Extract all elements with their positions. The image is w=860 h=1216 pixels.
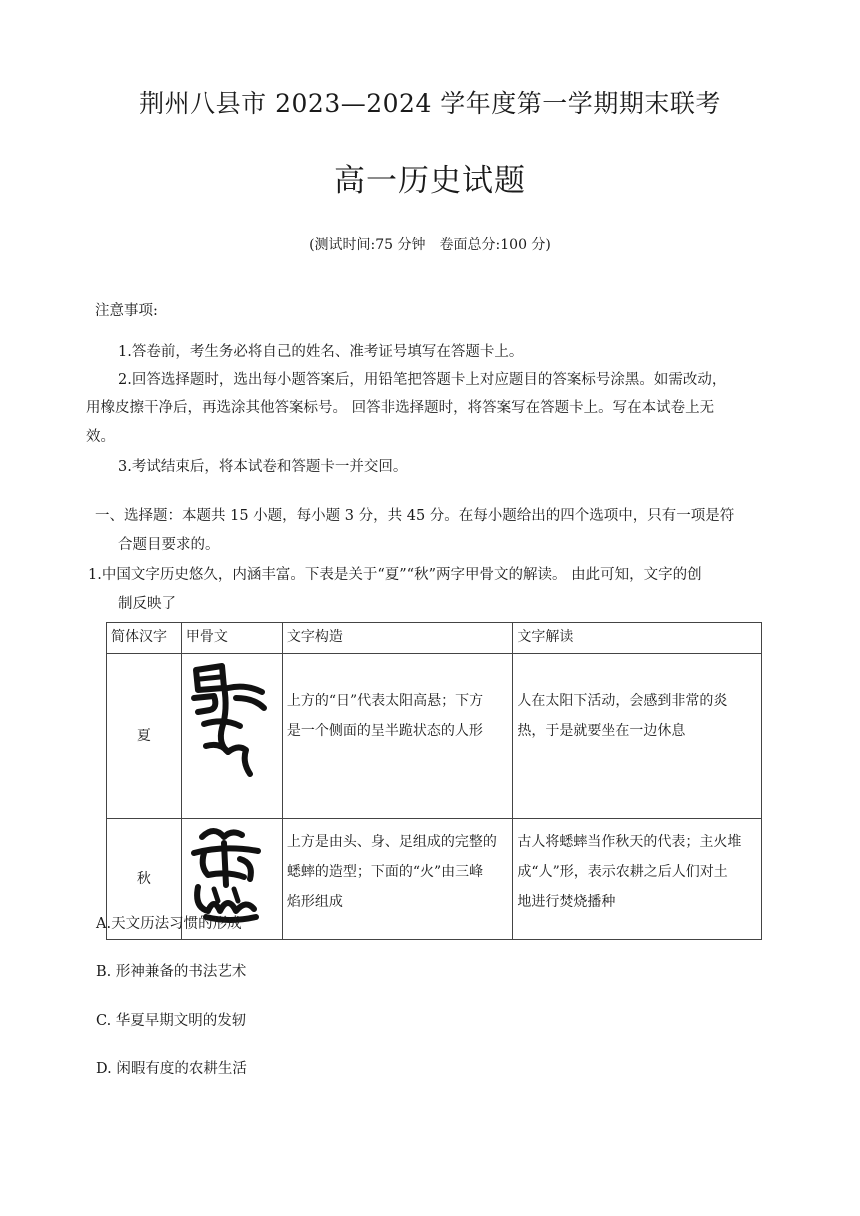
table-cell-structure [282,819,513,940]
interpretation-line: 古人将蟋蟀当作秋天的代表；主火堆 [517,834,742,850]
notice-item-1: 1.答卷前，考生务必将自己的姓名、准考证号填写在答题卡上。 [118,344,524,360]
interpretation-line: 成“人”形，表示农耕之后人们对土 [517,864,728,880]
oracle-bone-table [106,622,762,940]
option-d[interactable]: D. 闲暇有度的农耕生活 [96,1061,247,1077]
structure-line: 蟋蟀的造型；下面的“火”由三峰 [286,864,484,880]
interpretation-line: 地进行焚烧播种 [517,894,616,910]
table-cell-char: 夏 [107,654,182,819]
table-cell-char: 秋 [107,819,182,940]
exam-title: 荆州八县市 2023—2024 学年度第一学期期末联考 [139,89,721,118]
table-cell-structure [282,654,513,819]
structure-line: 是一个侧面的呈半跪状态的人形 [286,723,483,739]
oracle-bone-xia-glyph [184,658,270,782]
table-cell-oracle [181,654,282,819]
structure-line: 上方的“日”代表太阳高悬；下方 [286,693,484,709]
section-heading-cont: 合题目要求的。 [118,537,220,553]
notice-item-3: 3.考试结束后，将本试卷和答题卡一并交回。 [118,459,408,475]
notice-item-2-line-3: 效。 [86,429,115,445]
table-cell-interpretation [513,654,762,819]
question-1-stem: 1.中国文字历史悠久，内涵丰富。下表是关于“夏”“秋”两字甲骨文的解读。 由此可知，文字的创 [88,567,702,583]
option-a[interactable]: A.天文历法习惯的形成 [96,916,242,932]
notice-item-2-line-2: 用橡皮擦干净后，再选涂其他答案标号。 回答非选择题时，将答案写在答题卡上。写在本试卷上无 [86,400,715,416]
table-header-cell: 简体汉字 [107,623,182,654]
interpretation-line: 热，于是就要坐在一边休息 [517,723,686,739]
question-1-stem-cont: 制反映了 [118,596,176,612]
section-heading: 一、选择题：本题共 15 小题，每小题 3 分，共 45 分。在每小题给出的四个选项中，只有一项是符 [95,508,735,524]
table-row [107,654,762,819]
table-header-cell: 文字解读 [513,623,762,654]
structure-line: 焰形组成 [286,894,343,910]
exam-subtitle: 高一历史试题 [334,163,526,199]
table-cell-interpretation [513,819,762,940]
option-b[interactable]: B. 形神兼备的书法艺术 [96,964,247,980]
exam-info: (测试时间:75 分钟 卷面总分:100 分) [309,237,551,253]
structure-line: 上方是由头、身、足组成的完整的 [286,834,497,850]
notice-item-2-line-1: 2.回答选择题时，选出每小题答案后，用铅笔把答题卡上对应题目的答案标号涂黑。如需改动， [118,372,727,388]
option-c[interactable]: C. 华夏早期文明的发轫 [96,1013,247,1029]
notice-heading: 注意事项: [95,303,158,319]
table-header-cell: 文字构造 [282,623,513,654]
interpretation-line: 人在太阳下活动，会感到非常的炎 [517,693,728,709]
table-header-cell: 甲骨文 [181,623,282,654]
table-header-row [107,623,762,654]
